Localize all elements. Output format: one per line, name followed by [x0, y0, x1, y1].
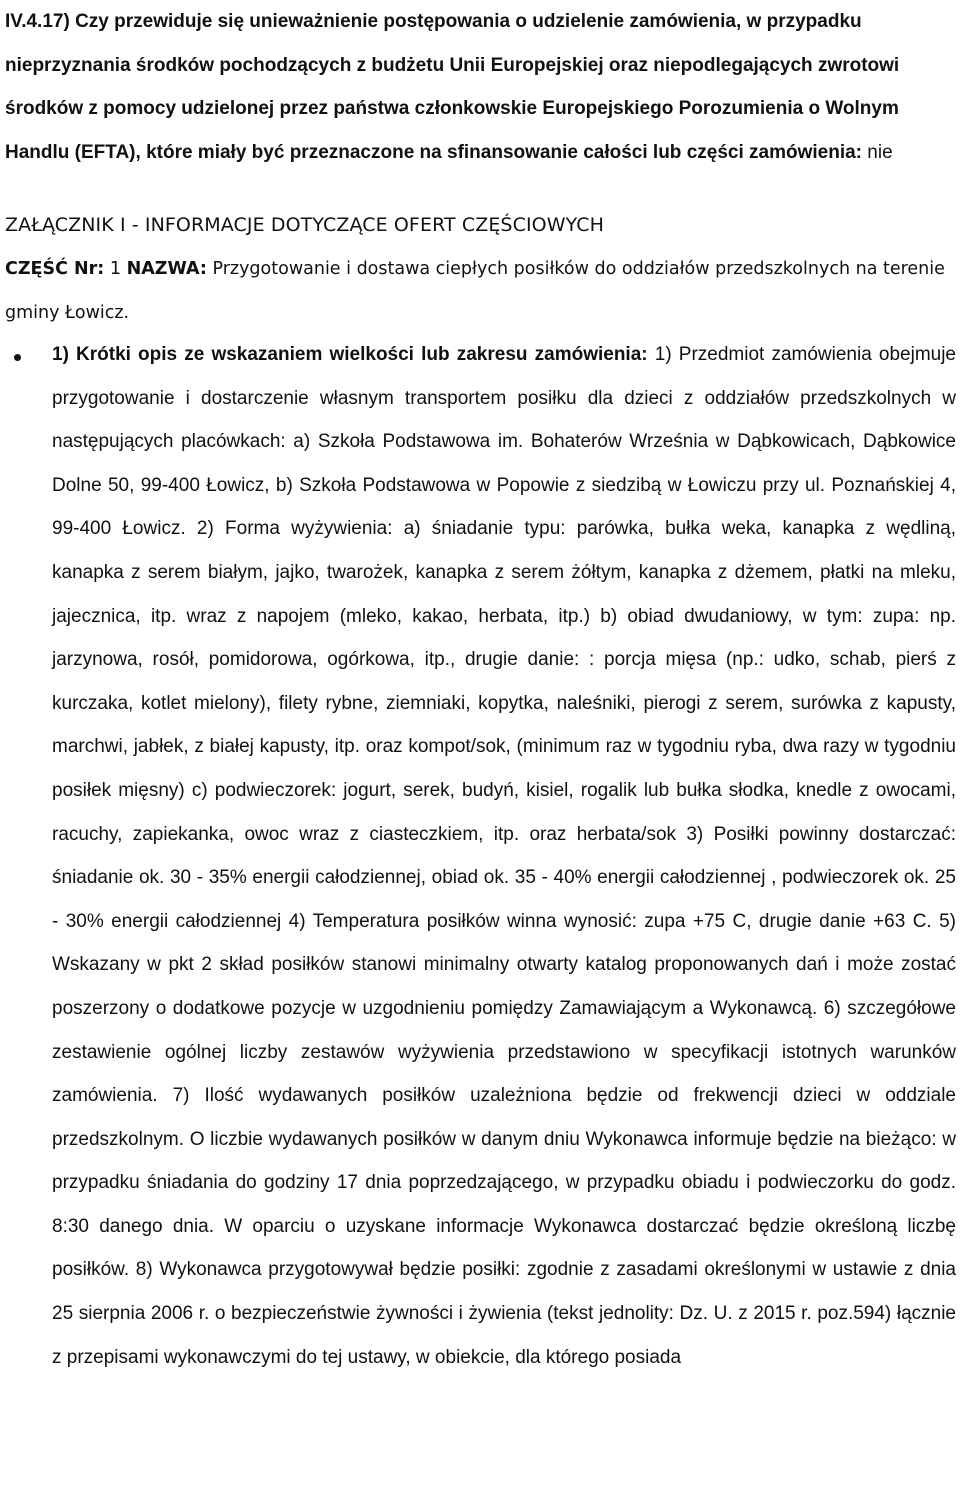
annex-heading: ZAŁĄCZNIK I - INFORMACJE DOTYCZĄCE OFERT CZĘŚCIOWYCH — [5, 214, 605, 236]
question-iv-4-17 — [5, 0, 955, 174]
description-text: 1) Przedmiot zamówienia obejmuje przygotowanie i dostarczenie własnym transportem posiłku dla dzieci z oddziałów przedszkolnych w następujących placówkach: a) Szkoła Podstawowa im. Bohaterów Września w Dąbkowicach, Dąbkowice Dolne 50, 99-400 Łowicz, b) Szkoła Podstawowa w Popowie z siedzibą w Łowiczu przy ul. Poznańskiej 4, 99-400 Łowicz. 2) Forma wyżywienia: a) śniadanie typu: parówka, bułka weka, kanapka z wędliną, kanapka z serem białym, jajko, twarożek, kanapka z serem żółtym, kanapka z dżemem, płatki na mleku, jajecznica, itp. wraz z napojem (mleko, kakao, herbata, itp.) b) obiad dwudaniowy, w tym: zupa: np. jarzynowa, rosół, pomidorowa, ogórkowa, itp., drugie danie: : porcja mięsa (np.: udko, schab, pierś z kurczaka, kotlet mielony), filety rybne, ziemniaki, kopytka, naleśniki, pierogi z serem, surówka z kapusty, marchwi, jabłek, z białej kapusty, itp. oraz kompot/sok, (minimum raz w tygodniu ryba, dwa razy w tygodniu posiłek mięsny) c) podwieczorek: jogurt, serek, budyń, kisiel, rogalik lub bułka słodka, knedle z owocami, racuchy, zapiekanka, owoc wraz z ciasteczkiem, itp. oraz herbata/sok 3) Posiłki powinny dostarczać: śniadanie ok. 30 - 35% energii całodziennej, obiad ok. 35 - 40% energii całodziennej , podwieczorek ok. 25 - 30% energii całodziennej 4) Temperatura posiłków winna wynosić: zupa +75 C, drugie danie +63 C. 5) Wskazany w pkt 2 skład posiłków stanowi minimalny otwarty katalog proponowanych dań i może zostać poszerzony o dodatkowe pozycje w uzgodnieniu pomiędzy Zamawiającym a Wykonawcą. 6) szczegółowe zestawienie ogólnej liczby zestawów wyżywienia przedstawiono w specyfikacji istotnych warunków zamówienia. 7) Ilość wydawanych posiłków uzależniona będzie od frekwencji dzieci w oddziale przedszkolnym. O liczbie wydawanych posiłków w danym dniu Wykonawca informuje będzie na bieżąco: w przypadku śniadania do godziny 17 dnia poprzedzającego, w przypadku obiadu i podwieczorku do godz. 8:30 danego dnia. W oparciu o uzyskane informacje Wykonawca dostarczać będzie określoną liczbę posiłków. 8) Wykonawca przygotowywał będzie posiłki: zgodnie z zasadami określonymi w ustawie z dnia 25 sierpnia 2006 r. o bezpieczeństwie żywności i żywienia (tekst jednolity: Dz. U. z 2015 r. poz.594) łącznie z przepisami wykonawczymi do tej ustawy, w obiekcie, dla którego posiada — [52, 344, 957, 1368]
description-label: 1) Krótki opis ze wskazaniem wielkości lub zakresu zamówienia: — [52, 344, 648, 365]
part-number: 1 — [109, 259, 122, 279]
part-info — [5, 248, 955, 335]
part-name-label: NAZWA: — [126, 259, 207, 279]
question-label: IV.4.17) Czy przewiduje się unieważnienie postępowania o udzielenie zamówienia, w przypadku nieprzyznania środków pochodzących z budżetu Unii Europejskiej oraz niepodlegających zwrotowi środków z pomocy udzielonej przez państwa członkowskie Europejskiego Porozumienia o Wolnym Handlu (EFTA), które miały być przeznaczone na sfinansowanie całości lub części zamówienia: — [5, 11, 900, 163]
part-number-label: CZĘŚĆ Nr: — [5, 259, 105, 279]
description-item — [52, 333, 956, 1379]
question-answer: nie — [867, 141, 893, 163]
description-paragraph — [52, 333, 956, 1379]
bullet-icon — [14, 354, 21, 361]
part-name: Przygotowanie i dostawa ciepłych posiłków do oddziałów przedszkolnych na terenie gminy Łowicz. — [5, 259, 945, 323]
